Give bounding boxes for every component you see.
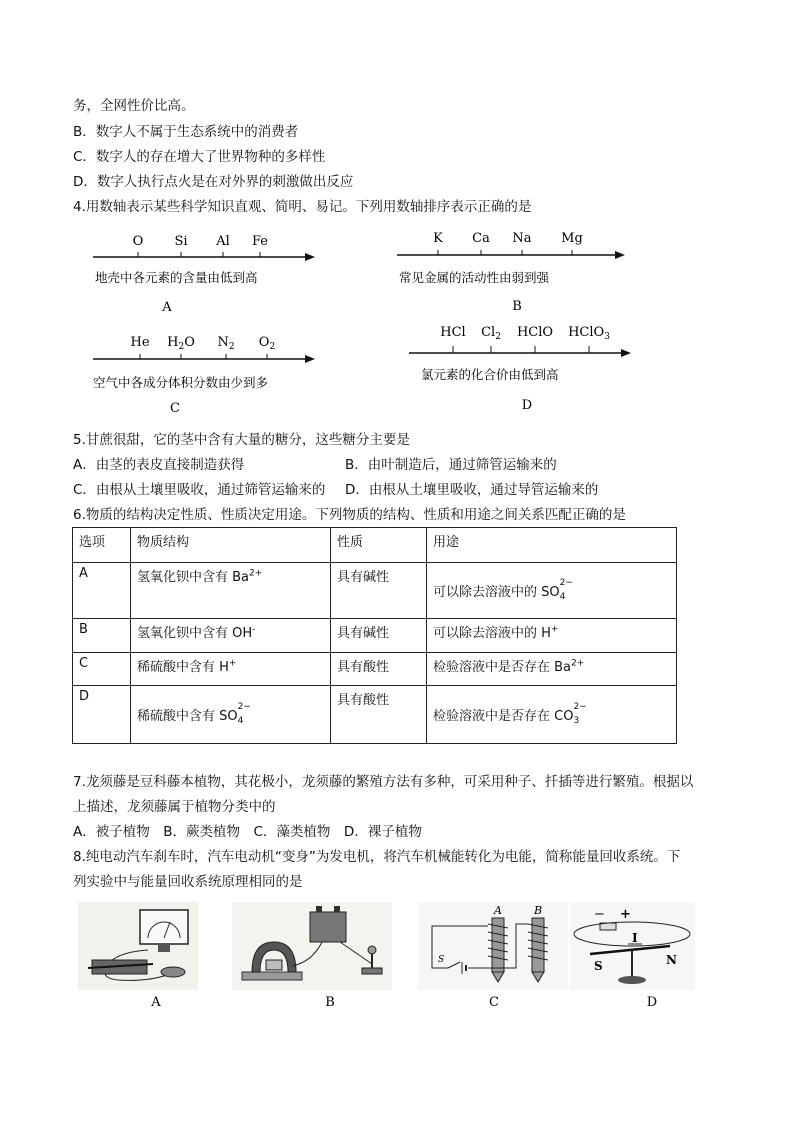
axis-caption: 氯元素的化合价由低到高	[421, 367, 559, 382]
table-cell-property: 具有酸性	[331, 653, 427, 686]
table-cell-property: 具有碱性	[331, 563, 427, 619]
current-label: I	[632, 931, 638, 945]
table-header-cell: 选项	[73, 528, 131, 563]
table-cell-use: 检验溶液中是否存在 $Ba^{2+}$	[427, 653, 677, 686]
table-row	[73, 619, 677, 653]
axis-arrowhead	[621, 349, 631, 357]
q5-option-d: D．由根从土壤里吸收，通过导管运输来的	[345, 482, 599, 498]
table-cell-use: 可以除去溶液中的 H+	[427, 619, 677, 653]
experiment-figure-d	[570, 902, 695, 1010]
table-cell-property: 具有碱性	[331, 619, 427, 653]
q5-option-b: B．由叶制造后，通过筛管运输来的	[345, 457, 557, 473]
q5-option-c: C．由根从土壤里吸收，通过筛管运输来的	[73, 482, 326, 498]
axis-label: $N_2$	[217, 335, 235, 352]
table-cell-property: 具有酸性	[331, 686, 427, 744]
panel-letter: C	[170, 401, 180, 416]
axis-label: He	[130, 335, 150, 350]
electromagnet-label: B	[533, 904, 543, 917]
axis-label: $H_2O$	[167, 335, 195, 352]
axis-label: Fe	[251, 234, 269, 249]
axis-arrowhead	[305, 253, 315, 261]
axis-label: Mg	[561, 231, 583, 246]
figure-letter: C	[489, 995, 499, 1010]
q5-option-a: A．由茎的表皮直接制造获得	[73, 457, 245, 473]
table-cell-option: B	[73, 619, 131, 653]
axis-label: Si	[174, 234, 188, 249]
motor-icon	[368, 946, 376, 954]
axis-label: $Cl_2$	[481, 325, 501, 342]
table-cell-use: 可以除去溶液中的 SO 2− 4	[427, 563, 677, 619]
numberline-panel-b	[395, 225, 640, 320]
pole-label: S	[594, 959, 603, 973]
q6-stem: 6.物质的结构决定性质、性质决定用途。下列物质的结构、性质和用途之间关系匹配正确的是	[73, 507, 626, 523]
switch-label: S	[438, 955, 445, 965]
axis-caption: 常见金属的活动性由弱到强	[399, 270, 550, 285]
pole-label: N	[666, 953, 677, 967]
galvanometer-icon	[140, 910, 188, 944]
experiment-figure-c	[418, 902, 568, 1010]
axis-label: O	[132, 234, 144, 249]
axis-label: Al	[216, 234, 230, 249]
table-row	[73, 563, 677, 619]
figure-letter: D	[646, 995, 658, 1010]
experiment-figure-b	[232, 902, 392, 1010]
axis-caption: 地壳中各元素的含量由低到高	[95, 270, 258, 285]
numberline-panel-c	[85, 328, 330, 420]
table-cell-structure: 稀硫酸中含有 SO 2− 4	[131, 686, 331, 744]
axis-arrowhead	[305, 355, 315, 363]
axis-label: $O_2$	[258, 335, 276, 352]
panel-letter: A	[162, 300, 172, 315]
q7-stem-line1: 7.龙须藤是豆科藤本植物，其花极小，龙须藤的繁殖方法有多种，可采用种子、扦插等进行繁殖。根据以	[73, 774, 694, 790]
panel-letter: B	[512, 299, 522, 314]
table-cell-structure: 稀硫酸中含有 H+	[131, 653, 331, 686]
table-cell-structure: 氢氧化钡中含有 $Ba^{2+}$	[131, 563, 331, 619]
axis-caption: 空气中各成分体积分数由少到多	[93, 375, 269, 390]
numberline-panel-d	[405, 318, 645, 418]
table-header-cell: 用途	[427, 528, 677, 563]
table-cell-structure: 氢氧化钡中含有 OH-	[131, 619, 331, 653]
q3-option-c: C．数字人的存在增大了世界物种的多样性	[73, 149, 326, 165]
figure-letter: A	[151, 995, 161, 1010]
axis-label: HClO$_3$	[568, 325, 610, 342]
numberline-panel-a	[85, 225, 330, 320]
table-row	[73, 686, 677, 744]
q3-stem-tail: 务，全网性价比高。	[73, 98, 195, 114]
q3-option-d: D．数字人执行点火是在对外界的刺激做出反应	[73, 174, 354, 190]
experiment-figure-a	[78, 902, 198, 1010]
table-cell-option: D	[73, 686, 131, 744]
table-header-cell: 物质结构	[131, 528, 331, 563]
table-cell-option: A	[73, 563, 131, 619]
table-header-row	[73, 528, 677, 563]
q4-stem: 4.用数轴表示某些科学知识直观、简明、易记。下列用数轴排序表示正确的是	[73, 199, 532, 215]
axis-label: Ca	[472, 231, 490, 246]
battery-icon	[310, 912, 346, 942]
axis-label: HCl	[440, 325, 466, 340]
terminal-label: −	[594, 907, 605, 922]
table-cell-use: 检验溶液中是否存在 CO 2− 3	[427, 686, 677, 744]
table-cell-option: C	[73, 653, 131, 686]
q7-stem-line2: 上描述，龙须藤属于植物分类中的	[73, 799, 276, 815]
q8-stem-line1: 8.纯电动汽车刹车时，汽车电动机“变身”为发电机，将汽车机械能转化为电能，简称能量回收系统。下	[73, 849, 681, 865]
figure-letter: B	[325, 995, 335, 1010]
table-row	[73, 653, 677, 686]
coil-icon	[266, 960, 282, 970]
axis-label: HClO	[516, 325, 554, 340]
q8-stem-line2: 列实验中与能量回收系统原理相同的是	[73, 874, 303, 890]
q3-option-b: B．数字人不属于生态系统中的消费者	[73, 124, 299, 140]
q6-table	[72, 527, 677, 744]
axis-label: Na	[512, 231, 532, 246]
table-header-cell: 性质	[331, 528, 427, 563]
q7-options: A．被子植物 B．蕨类植物 C．藻类植物 D．裸子植物	[73, 824, 422, 840]
axis-label: K	[433, 231, 443, 246]
axis-arrowhead	[615, 251, 625, 259]
q5-stem: 5.甘蔗很甜，它的茎中含有大量的糖分，这些糖分主要是	[73, 432, 410, 448]
panel-letter: D	[521, 398, 533, 413]
terminal-label: +	[620, 907, 631, 922]
electromagnet-label: A	[494, 904, 502, 917]
